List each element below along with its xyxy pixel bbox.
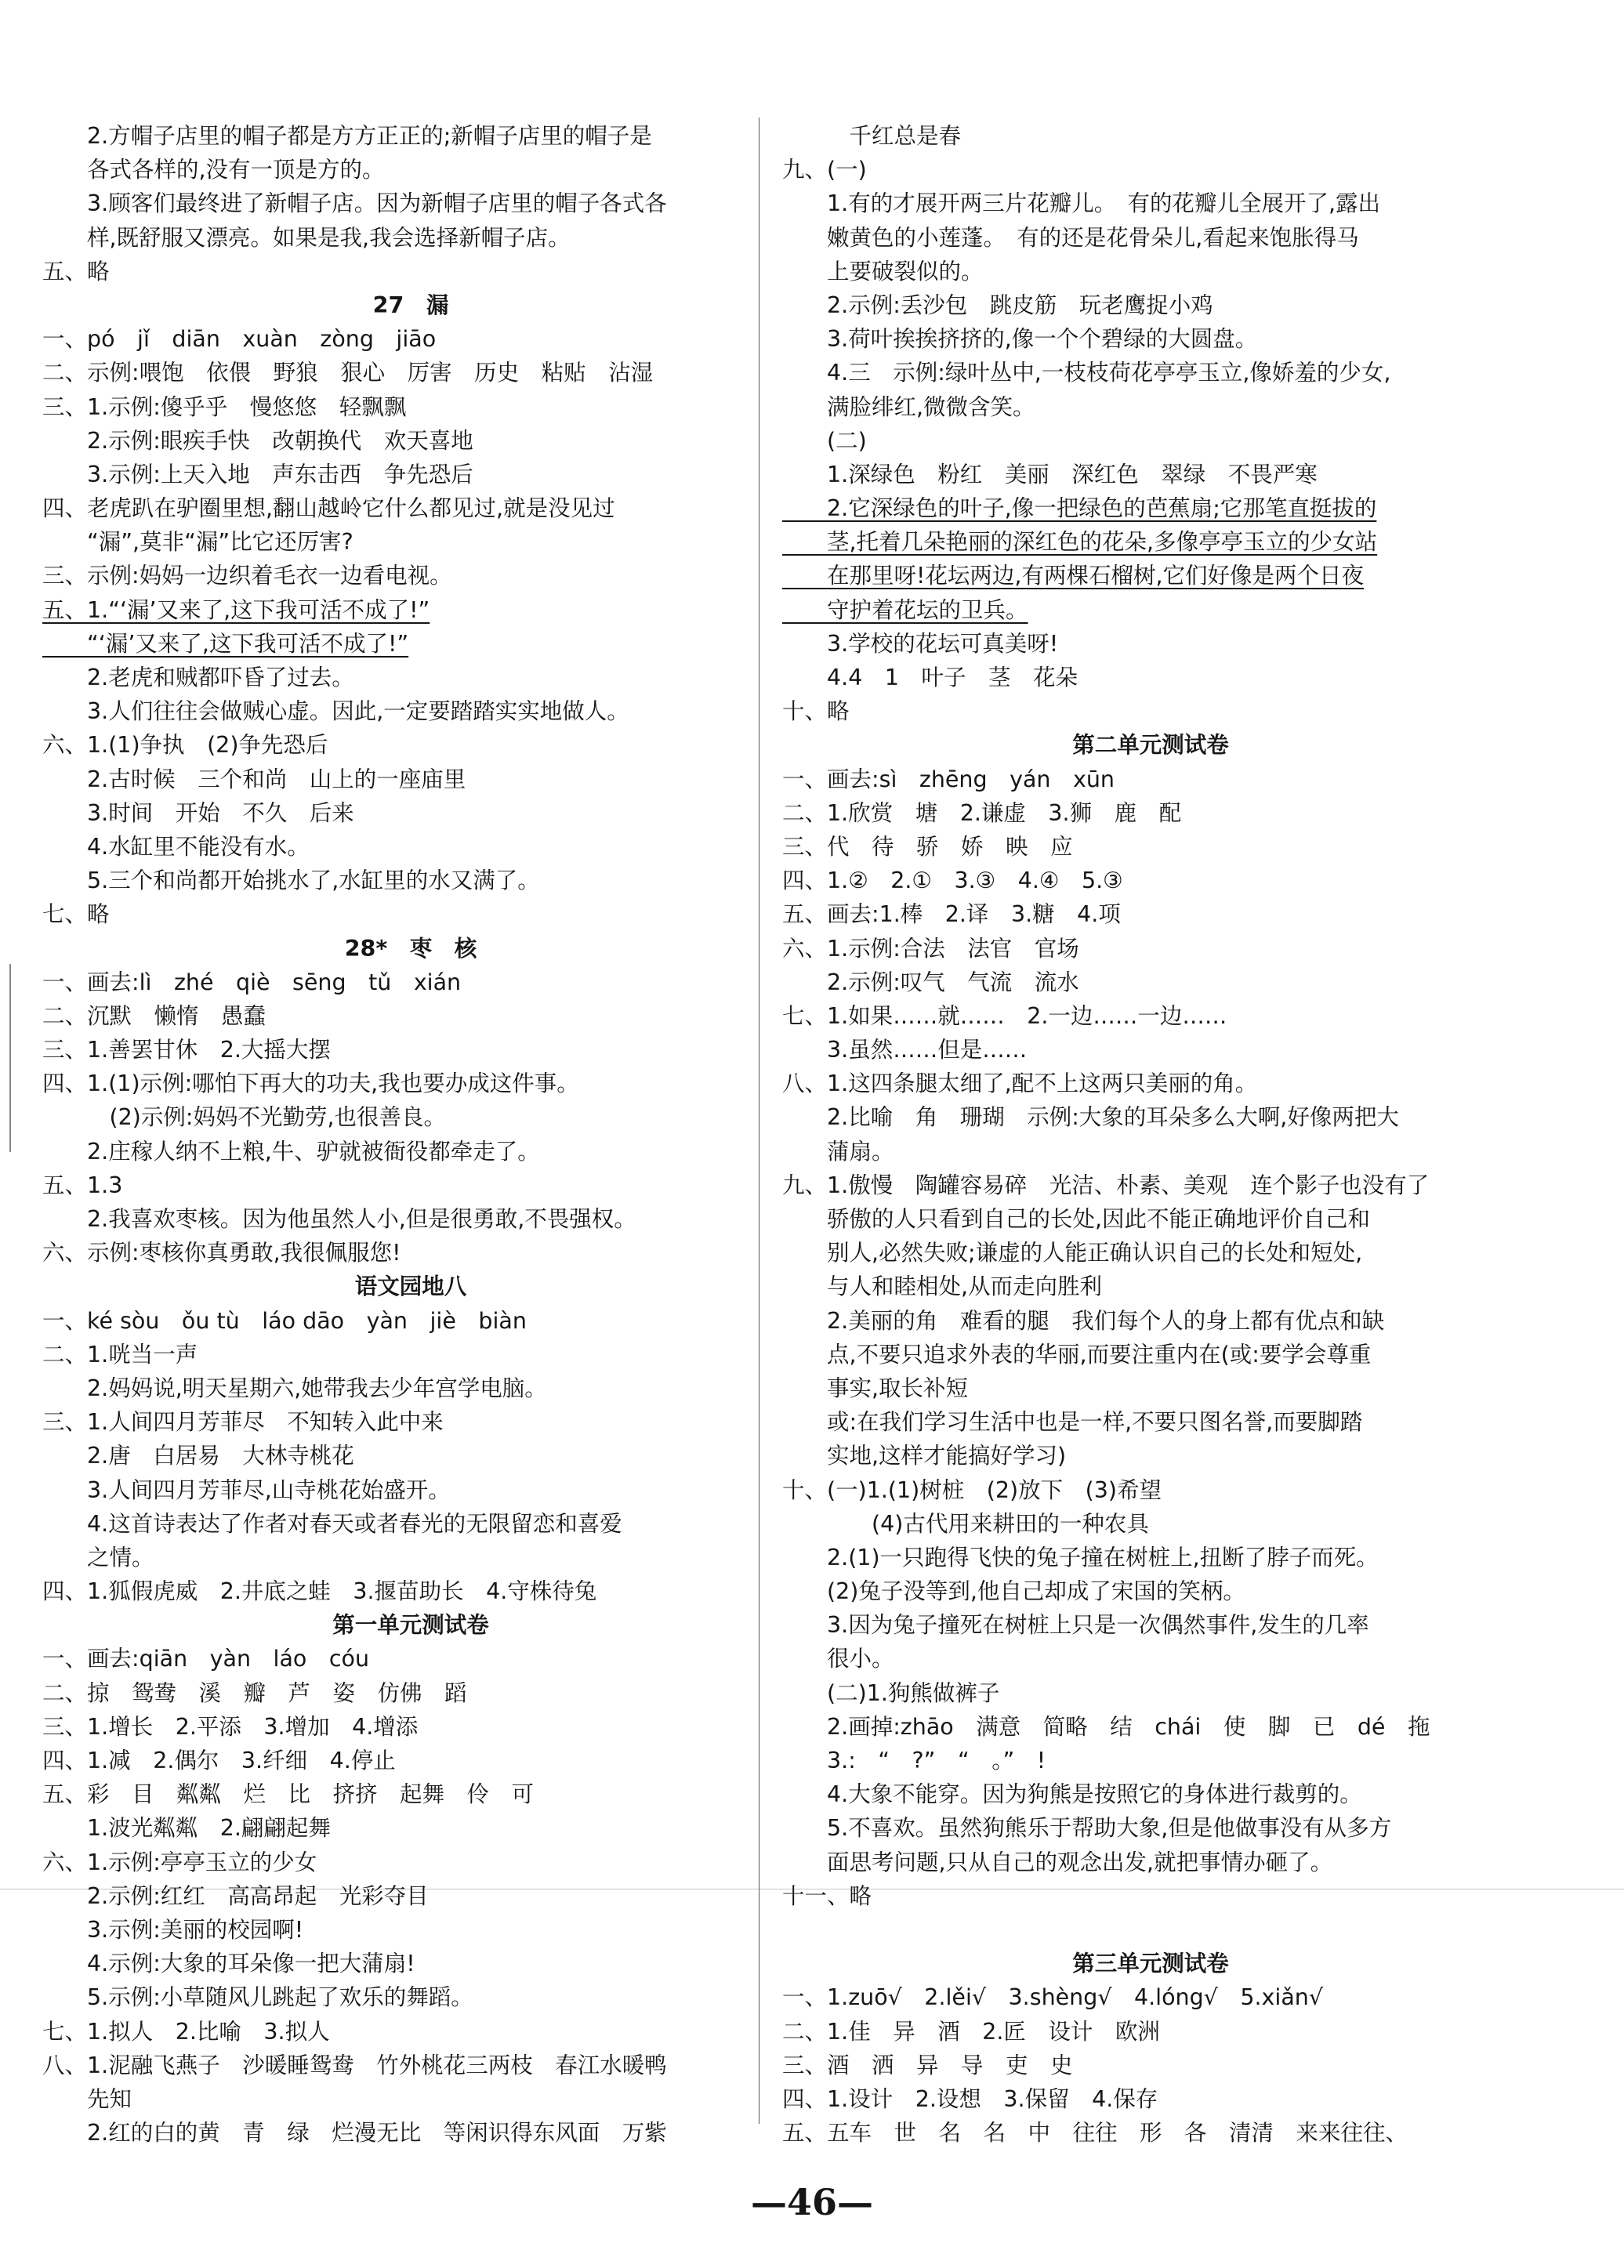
answer-line: 三、代 待 骄 娇 映 应 xyxy=(782,833,1073,860)
answer-line: (4)古代用来耕田的一种农具 xyxy=(782,1510,1149,1537)
answer-line: 五、略 xyxy=(42,258,110,284)
answer-line: 四、1.② 2.① 3.③ 4.④ 5.③ xyxy=(782,868,1123,894)
answer-line: 三、1.增长 2.平添 3.增加 4.增添 xyxy=(42,1713,419,1740)
answer-line: 4.4 1 叶子 茎 花朵 xyxy=(782,665,1078,690)
answer-line: 八、1.泥融飞燕子 沙暖睡鸳鸯 竹外桃花三两枝 春江水暖鸭 xyxy=(42,2052,667,2078)
answer-line: 二、1.欣赏 塘 2.谦虚 3.狮 鹿 配 xyxy=(782,799,1182,826)
underlined-answer-line xyxy=(42,627,779,661)
answer-line: (2)示例:妈妈不光勤劳,也很善良。 xyxy=(42,1104,447,1131)
margin-line xyxy=(9,964,11,1152)
answer-line: 八、1.这四条腿太细了,配不上这两只美丽的角。 xyxy=(782,1071,1258,1097)
answer-line: (2)兔子没等到,他自己却成了宋国的笑柄。 xyxy=(782,1578,1245,1605)
answer-line: 5.三个和尚都开始挑水了,水缸里的水又满了。 xyxy=(42,868,540,894)
left-column xyxy=(42,119,779,2150)
answer-line: 3.因为兔子撞死在树桩上只是一次偶然事件,发生的几率 xyxy=(782,1612,1369,1639)
answer-line: 十、略 xyxy=(782,698,850,725)
page-number: —46— xyxy=(750,2181,873,2223)
answer-line: 2.示例:丢沙包 跳皮筋 玩老鹰捉小鸡 xyxy=(782,292,1213,318)
answer-line: 四、1.(1)示例:哪怕下再大的功夫,我也要办成这件事。 xyxy=(42,1071,579,1097)
answer-line: 2.唐 白居易 大林寺桃花 xyxy=(42,1443,354,1469)
answer-line: “漏”,莫非“漏”比它还厉害? xyxy=(42,529,353,556)
answer-line: 4.示例:大象的耳朵像一把大蒲扇! xyxy=(42,1951,415,1977)
answer-line: 1.深绿色 粉红 美丽 深红色 翠绿 不畏严寒 xyxy=(782,461,1318,487)
answer-line: 3.虽然……但是…… xyxy=(782,1037,1028,1063)
answer-line: 3.顾客们最终进了新帽子店。因为新帽子店里的帽子各式各 xyxy=(42,190,667,217)
answer-line: 六、1.示例:亭亭玉立的少女 xyxy=(42,1849,317,1875)
answer-line: 1.波光粼粼 2.翩翩起舞 xyxy=(42,1815,331,1842)
answer-line: 五、画去:1.棒 2.译 3.糖 4.项 xyxy=(782,901,1121,928)
underlined-text: “‘漏’又来了,这下我可活不成了!” xyxy=(42,630,409,657)
underlined-text: 五、1.“‘漏’又来了,这下我可活不成了!” xyxy=(42,596,430,623)
answer-line: 二、示例:喂饱 依偎 野狼 狠心 厉害 历史 粘贴 沾湿 xyxy=(42,360,654,386)
answer-line: 蒲扇。 xyxy=(782,1138,894,1165)
answer-line: 或:在我们学习生活中也是一样,不要只图名誉,而要脚踏 xyxy=(782,1409,1363,1436)
answer-line: 4.这首诗表达了作者对春天或者春光的无限留恋和喜爱 xyxy=(42,1510,622,1537)
answer-line: (二)1.狗熊做裤子 xyxy=(782,1679,1000,1706)
answer-line: 2.示例:红红 高高昂起 光彩夺目 xyxy=(42,1882,429,1909)
answer-line: 三、1.善罢甘休 2.大摇大摆 xyxy=(42,1037,331,1063)
answer-line: 2.妈妈说,明天星期六,她带我去少年宫学电脑。 xyxy=(42,1375,547,1401)
answer-line: 3.: “ ?” “ 。” ! xyxy=(782,1748,1046,1773)
underlined-text: 茎,托着几朵艳丽的深红色的花朵,多像亭亭玉立的少女站 xyxy=(782,529,1378,556)
answer-line: 三、示例:妈妈一边织着毛衣一边看电视。 xyxy=(42,563,452,589)
answer-line: 3.示例:上天入地 声东击西 争先恐后 xyxy=(42,461,473,487)
answer-line: 3.人间四月芳菲尽,山寺桃花始盛开。 xyxy=(42,1476,451,1503)
answer-line: 很小。 xyxy=(782,1646,894,1672)
answer-line: 2.古时候 三个和尚 山上的一座庙里 xyxy=(42,766,466,792)
answer-line: 2.我喜欢枣核。因为他虽然人小,但是很勇敢,不畏强权。 xyxy=(42,1206,636,1232)
answer-line: 4.三 示例:绿叶丛中,一枝枝荷花亭亭玉立,像娇羞的少女, xyxy=(782,360,1391,386)
answer-line: 3.示例:美丽的校园啊! xyxy=(42,1916,304,1943)
answer-line: 上要破裂似的。 xyxy=(782,258,984,284)
answer-line: 一、pó jǐ diān xuàn zòng jiāo xyxy=(42,326,437,353)
answer-line: 四、1.设计 2.设想 3.保留 4.保存 xyxy=(782,2085,1158,2112)
answer-line: 七、1.拟人 2.比喻 3.拟人 xyxy=(42,2018,330,2045)
underlined-answer-line xyxy=(42,593,779,627)
section-title: 28* 枣 核 xyxy=(344,935,477,962)
answer-line: 2.老虎和贼都吓昏了过去。 xyxy=(42,665,354,690)
answer-line: 三、酒 洒 异 导 吏 史 xyxy=(782,2052,1073,2078)
answer-line: 满脸绯红,微微含笑。 xyxy=(782,393,1035,420)
answer-line: 四、老虎趴在驴圈里想,翻山越岭它什么都见过,就是没见过 xyxy=(42,495,615,522)
answer-line: 实地,这样才能搞好学习) xyxy=(782,1443,1067,1469)
section-title: 27 漏 xyxy=(372,292,449,318)
underlined-answer-line xyxy=(782,559,1519,592)
answer-line: 2.(1)一只跑得飞快的兔子撞在树桩上,扭断了脖子而死。 xyxy=(782,1544,1379,1571)
answer-line: 1.有的才展开两三片花瓣儿。 有的花瓣儿全展开了,露出 xyxy=(782,190,1381,217)
answer-line: 5.不喜欢。虽然狗熊乐于帮助大象,但是他做事没有从多方 xyxy=(782,1815,1392,1842)
answer-line: 与人和睦相处,从而走向胜利 xyxy=(782,1273,1103,1300)
underlined-answer-line xyxy=(782,593,1519,627)
answer-line: 2.比喻 角 珊瑚 示例:大象的耳朵多么大啊,好像两把大 xyxy=(782,1104,1399,1131)
section-title: 第一单元测试卷 xyxy=(332,1612,489,1639)
answer-line: 4.水缸里不能没有水。 xyxy=(42,833,310,860)
answer-line: 二、1.佳 异 酒 2.匠 设计 欧洲 xyxy=(782,2018,1160,2045)
blank-line xyxy=(782,1913,1519,1947)
answer-line: 5.示例:小草随风儿跳起了欢乐的舞蹈。 xyxy=(42,1984,473,2011)
underlined-text: 在那里呀!花坛两边,有两棵石榴树,它们好像是两个日夜 xyxy=(782,563,1365,589)
answer-line: 3.时间 开始 不久 后来 xyxy=(42,799,354,826)
underlined-answer-line xyxy=(782,491,1519,525)
answer-line: 2.画掉:zhāo 满意 简略 结 chái 使 脚 已 dé 拖 xyxy=(782,1713,1430,1740)
answer-line: 千红总是春 xyxy=(782,123,962,149)
answer-line: 九、1.傲慢 陶罐容易碎 光洁、朴素、美观 连个影子也没有了 xyxy=(782,1172,1430,1198)
answer-line: 六、示例:枣核你真勇敢,我很佩服您! xyxy=(42,1240,401,1266)
answer-line: 五、五车 世 名 名 中 往往 形 各 清清 来来往往、 xyxy=(782,2120,1408,2147)
answer-line: 三、1.示例:傻乎乎 慢悠悠 轻飘飘 xyxy=(42,393,407,420)
answer-line: 一、1.zuō√ 2.lěi√ 3.shèng√ 4.lóng√ 5.xiǎn√ xyxy=(782,1984,1324,2011)
answer-line: 二、沉默 懒惰 愚蠢 xyxy=(42,1002,266,1029)
answer-line: 七、1.如果……就…… 2.一边……一边…… xyxy=(782,1002,1227,1029)
section-title: 语文园地八 xyxy=(354,1273,467,1300)
right-column xyxy=(782,119,1519,2150)
answer-line: 3.人们往往会做贼心虚。因此,一定要踏踏实实地做人。 xyxy=(42,698,629,725)
answer-line: 各式各样的,没有一顶是方的。 xyxy=(42,157,385,183)
answer-line: 六、1.(1)争执 (2)争先恐后 xyxy=(42,732,328,759)
answer-line: 2.示例:叹气 气流 流水 xyxy=(782,969,1079,995)
answer-line: 五、1.3 xyxy=(42,1172,123,1198)
answer-line: 十、(一)1.(1)树桩 (2)放下 (3)希望 xyxy=(782,1476,1162,1503)
answer-line: 一、画去:sì zhēng yán xūn xyxy=(782,766,1115,792)
underlined-answer-line xyxy=(782,525,1519,559)
answer-line: 二、1.咣当一声 xyxy=(42,1341,198,1368)
answer-line: 一、画去:lì zhé qiè sēng tǔ xián xyxy=(42,969,462,995)
answer-line: 十一、略 xyxy=(782,1882,872,1909)
answer-line: 一、ké sòu ǒu tù láo dāo yàn jiè biàn xyxy=(42,1307,527,1334)
answer-line: 3.学校的花坛可真美呀! xyxy=(782,630,1059,657)
answer-line: 面思考问题,只从自己的观念出发,就把事情办砸了。 xyxy=(782,1849,1333,1875)
answer-line: 2.美丽的角 难看的腿 我们每个人的身上都有优点和缺 xyxy=(782,1307,1385,1334)
answer-line: 事实,取长补短 xyxy=(782,1375,969,1401)
answer-line: 三、1.人间四月芳菲尽 不知转入此中来 xyxy=(42,1409,444,1436)
answer-line: 骄傲的人只看到自己的长处,因此不能正确地评价自己和 xyxy=(782,1206,1371,1232)
answer-line: 嫩黄色的小莲蓬。 有的还是花骨朵儿,看起来饱胀得马 xyxy=(782,224,1359,251)
underlined-text: 守护着花坛的卫兵。 xyxy=(782,596,1028,623)
section-title: 第二单元测试卷 xyxy=(1072,732,1229,759)
answer-line: 4.大象不能穿。因为狗熊是按照它的身体进行裁剪的。 xyxy=(782,1781,1362,1808)
answer-line: 之情。 xyxy=(42,1544,154,1571)
answer-line: 2.示例:眼疾手快 改朝换代 欢天喜地 xyxy=(42,427,473,454)
answer-line: 先知 xyxy=(42,2085,132,2112)
answer-line: 样,既舒服又漂亮。如果是我,我会选择新帽子店。 xyxy=(42,224,571,251)
answer-line: 点,不要只追求外表的华丽,而要注重内在(或:要学会尊重 xyxy=(782,1341,1372,1368)
answer-line: 七、略 xyxy=(42,901,110,928)
answer-line: 六、1.示例:合法 法官 官场 xyxy=(782,935,1079,962)
answer-line: 别人,必然失败;谦虚的人能正确认识自己的长处和短处, xyxy=(782,1240,1363,1266)
answer-line: 五、彩 目 粼粼 烂 比 挤挤 起舞 伶 可 xyxy=(42,1781,535,1808)
answer-line: (二) xyxy=(782,427,867,454)
answer-line: 四、1.狐假虎威 2.井底之蛙 3.揠苗助长 4.守株待兔 xyxy=(42,1578,597,1605)
answer-line: 2.方帽子店里的帽子都是方方正正的;新帽子店里的帽子是 xyxy=(42,123,652,149)
answer-line: 2.庄稼人纳不上粮,牛、驴就被衙役都牵走了。 xyxy=(42,1138,540,1165)
answer-line: 一、画去:qiān yàn láo cóu xyxy=(42,1646,370,1672)
answer-line: 2.红的白的黄 青 绿 烂漫无比 等闲识得东风面 万紫 xyxy=(42,2120,667,2147)
answer-line: 九、(一) xyxy=(782,157,867,183)
answer-line: 四、1.减 2.偶尔 3.纤细 4.停止 xyxy=(42,1748,396,1773)
answer-line: 二、掠 鸳鸯 溪 瓣 芦 姿 仿佛 蹈 xyxy=(42,1679,467,1706)
underlined-text: 2.它深绿色的叶子,像一把绿色的芭蕉扇;它那笔直挺拔的 xyxy=(782,495,1377,522)
answer-line: 3.荷叶挨挨挤挤的,像一个个碧绿的大圆盘。 xyxy=(782,326,1258,353)
section-title: 第三单元测试卷 xyxy=(1072,1951,1229,1977)
